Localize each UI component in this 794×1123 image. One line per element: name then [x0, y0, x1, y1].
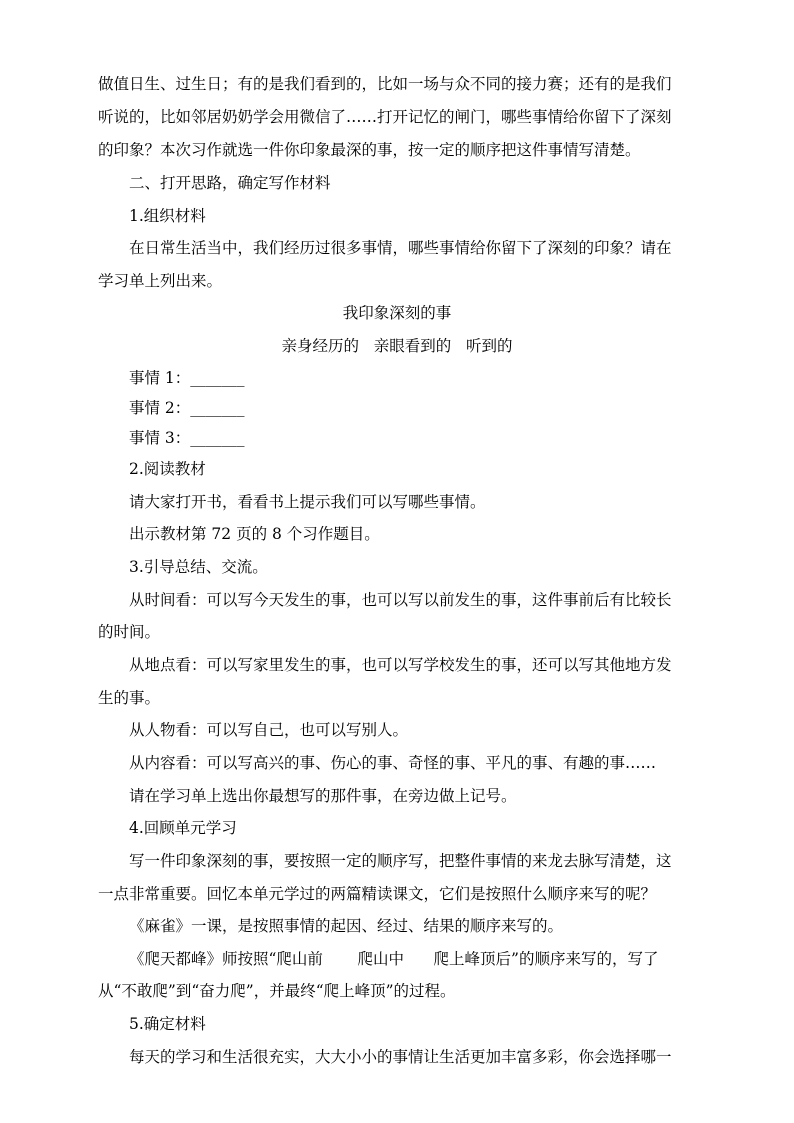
worksheet-item: 事情 3：_______: [129, 429, 245, 447]
paragraph-line: 每天的学习和生活很充实，大大小小的事情让生活更加丰富多彩，你会选择哪一: [129, 1048, 672, 1066]
subsection-heading: 2.阅读教材: [129, 460, 206, 478]
paragraph-line: 从地点看：可以写家里发生的事，也可以写学校发生的事，还可以写其他地方发: [129, 656, 672, 674]
paragraph-line: 学习单上列出来。: [98, 272, 223, 290]
subsection-heading: 1.组织材料: [129, 207, 206, 225]
category-label: 亲眼看到的: [373, 337, 452, 355]
paragraph-line: 请在学习单上选出你最想写的那件事，在旁边做上记号。: [129, 787, 517, 805]
subsection-heading: 5.确定材料: [129, 1015, 206, 1033]
paragraph-line: 一点非常重要。回忆本单元学过的两篇精读课文，它们是按照什么顺序来写的呢？: [98, 885, 657, 903]
paragraph-line: 从内容看：可以写高兴的事、伤心的事、奇怪的事、平凡的事、有趣的事……: [129, 754, 657, 772]
paragraph-line: 从时间看：可以写今天发生的事，也可以写以前发生的事，这件事前后有比较长: [129, 591, 672, 609]
paragraph-line: 《麻雀》一课，是按照事情的起因、经过、结果的顺序来写的。: [129, 917, 564, 935]
category-label: 亲身经历的: [281, 337, 359, 355]
paragraph-line: 写一件印象深刻的事，要按照一定的顺序写，把整件事情的来龙去脉写清楚，这: [129, 852, 672, 870]
worksheet-title: 我印象深刻的事: [342, 304, 452, 322]
worksheet-item: 事情 1：_______: [129, 369, 245, 387]
paragraph-line: 从人物看：可以写自己，也可以写别人。: [129, 721, 409, 739]
worksheet-item: 事情 2：_______: [129, 399, 245, 417]
paragraph-line: 生的事。: [98, 689, 161, 707]
paragraph-line: 在日常生活当中，我们经历过很多事情，哪些事情给你留下了深刻的印象？请在: [129, 239, 672, 257]
subsection-heading: 3.引导总结、交流。: [129, 558, 268, 576]
paragraph-line: 出示教材第 72 页的 8 个习作题目。: [129, 525, 380, 543]
paragraph-line: 做值日生、过生日；有的是我们看到的，比如一场与众不同的接力赛；还有的是我们: [98, 75, 672, 93]
paragraph-line: 的印象？本次习作就选一件你印象最深的事，按一定的顺序把这件事情写清楚。: [98, 141, 641, 159]
paragraph-line: 请大家打开书，看看书上提示我们可以写哪些事情。: [129, 493, 486, 511]
worksheet-categories: [0, 336, 794, 356]
paragraph-line: 《爬天都峰》师按照“爬山前 爬山中 爬上峰顶后”的顺序来写的，写了: [129, 950, 659, 968]
paragraph-line: 从“不敢爬”到“奋力爬”，并最终“爬上峰顶”的过程。: [98, 982, 456, 1000]
paragraph-line: 听说的，比如邻居奶奶学会用微信了……打开记忆的闸门，哪些事情给你留下了深刻: [98, 108, 672, 126]
section-heading: 二、打开思路，确定写作材料: [129, 174, 331, 192]
category-label: 听到的: [466, 337, 513, 355]
subsection-heading: 4.回顾单元学习: [129, 819, 237, 837]
paragraph-line: 的时间。: [98, 623, 161, 641]
